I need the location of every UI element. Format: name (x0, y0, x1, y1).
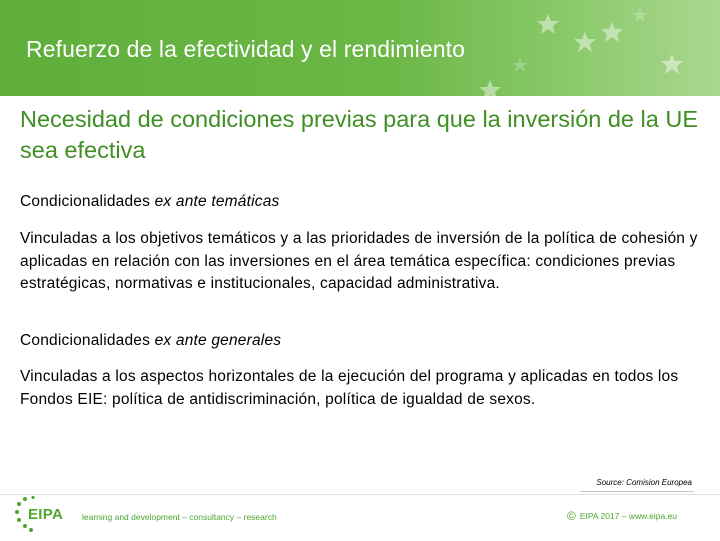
section-text-tematicas: Vinculadas a los objetivos temáticos y a las prioridades de inversión de la política de cohesión y aplicadas en relación con las inversiones en el área temática específica: condiciones previas estratégicas, normativas e institucionales, capacidad administrativa. (20, 230, 698, 292)
header-title: Refuerzo de la efectividad y el rendimiento (26, 36, 465, 62)
header-banner (0, 0, 720, 96)
star-icon (479, 80, 501, 96)
footer-tagline: learning and development – consultancy – research (82, 512, 277, 522)
star-icon (512, 58, 528, 72)
star-icon (661, 54, 683, 74)
section-text-generales: Vinculadas a los aspectos horizontales de la ejecución del programa y aplicadas en todos los Fondos EIE: política de antidiscriminación, política de igualdad de sexos. (20, 368, 679, 408)
heading-plain: Condicionalidades (20, 193, 151, 210)
star-icon (537, 14, 559, 34)
source-divider (580, 491, 694, 492)
section-heading-generales (20, 330, 700, 353)
heading-italic: ex ante temáticas (154, 193, 280, 210)
section-heading-tematicas (20, 191, 700, 214)
footer-divider (0, 494, 720, 495)
star-icon (632, 8, 648, 22)
footer-copyright (567, 509, 677, 523)
star-icon (574, 32, 596, 52)
heading-plain: Condicionalidades (20, 332, 151, 349)
copyright-text: EIPA 2017 – www.eipa.eu (579, 511, 678, 521)
star-icon (601, 22, 623, 42)
slide-subtitle: Necesidad de condiciones previas para que la inversión de la UE sea efectiva (20, 106, 698, 163)
logo-text: EIPA (28, 506, 64, 523)
copyright-icon: © (567, 509, 576, 523)
source-note: Source: Comision Europea (596, 478, 692, 487)
heading-italic: ex ante generales (154, 332, 282, 349)
